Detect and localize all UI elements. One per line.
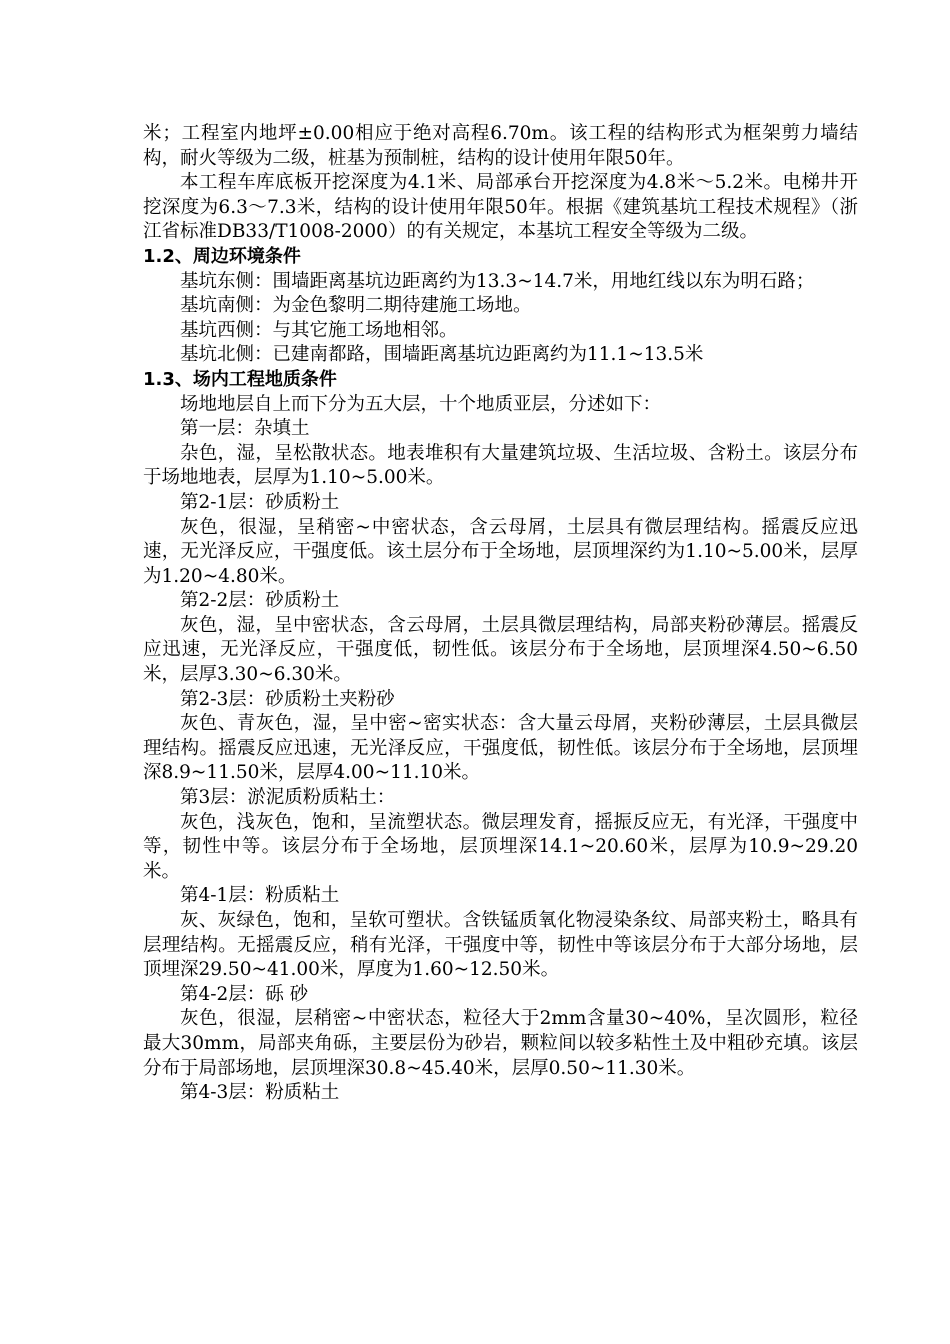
- section-heading: 1.3、场内工程地质条件: [143, 368, 337, 390]
- body-paragraph: 灰色，很湿，呈稍密~中密状态，含云母屑，土层具有微层理结构。摇震反应迅速，无光泽反应，干强度低。该土层分布于全场地，层顶埋深约为1.10~5.00米，层厚为1.20~4.80米。: [143, 516, 858, 587]
- body-paragraph: 灰色，浅灰色，饱和，呈流塑状态。微层理发育，摇振反应无，有光泽，干强度中等，韧性中等。该层分布于全场地，层顶埋深14.1~20.60米，层厚为10.9~29.20米。: [143, 811, 858, 882]
- body-paragraph: 场地地层自上而下分为五大层，十个地质亚层，分述如下：: [180, 393, 662, 415]
- body-paragraph: 第2-2层：砂质粉土: [180, 590, 340, 612]
- body-paragraph: 基坑南侧：为金色黎明二期待建施工场地。: [180, 295, 532, 317]
- body-paragraph: 第2-1层：砂质粉土: [180, 491, 340, 513]
- section-heading: 1.2、周边环境条件: [143, 245, 301, 267]
- body-paragraph: 第4-2层：砾 砂: [180, 983, 309, 1005]
- body-paragraph: 第4-3层：粉质粘土: [180, 1082, 340, 1104]
- body-paragraph: 灰色，湿，呈中密状态，含云母屑，土层具微层理结构，局部夹粉砂薄层。摇震反应迅速，无光泽反应，干强度低，韧性低。该层分布于全场地，层顶埋深4.50~6.50米，层厚3.30~6.30米。: [143, 614, 858, 686]
- body-paragraph: 第一层：杂填土: [180, 418, 310, 440]
- body-paragraph: 米；工程室内地坪±0.00相应于绝对高程6.70m。该工程的结构形式为框架剪力墙结构，耐火等级为二级，桩基为预制桩，结构的设计使用年限50年。: [143, 123, 858, 169]
- body-paragraph: 杂色，湿，呈松散状态。地表堆积有大量建筑垃圾、生活垃圾、含粉土。该层分布于场地地表，层厚为1.10~5.00米。: [143, 442, 858, 489]
- body-paragraph: 灰、灰绿色，饱和，呈软可塑状。含铁锰质氧化物浸染条纹、局部夹粉土，略具有层理结构。无摇震反应，稍有光泽，干强度中等，韧性中等该层分布于大部分场地，层顶埋深29.50~41.00米，厚度为1.60~12.50米。: [143, 910, 858, 981]
- body-paragraph: 本工程车库底板开挖深度为4.1米、局部承台开挖深度为4.8米～5.2米。电梯井开挖深度为6.3～7.3米，结构的设计使用年限50年。根据《建筑基坑工程技术规程》（浙江省标准DB33/T1008-2000）的有关规定，本基坑工程安全等级为二级。: [143, 172, 858, 243]
- body-paragraph: 第2-3层：砂质粉土夹粉砂: [180, 688, 395, 710]
- body-paragraph: 第3层：淤泥质粉质粘土：: [180, 787, 396, 809]
- body-paragraph: 第4-1层：粉质粘土: [180, 885, 340, 907]
- body-paragraph: 灰色，很湿，层稍密~中密状态，粒径大于2mm含量30~40%，呈次圆形，粒径最大30mm，局部夹角砾，主要层份为砂岩，颗粒间以较多粘性土及中粗砂充填。该层分布于局部场地，层顶埋深30.8~45.40米，层厚0.50~11.30米。: [143, 1008, 858, 1079]
- body-paragraph: 基坑西侧：与其它施工场地相邻。: [180, 319, 458, 341]
- body-paragraph: 基坑北侧：已建南都路，围墙距离基坑边距离约为11.1~13.5米: [180, 344, 704, 366]
- body-paragraph: 基坑东侧：围墙距离基坑边距离约为13.3~14.7米，用地红线以东为明石路；: [180, 270, 815, 292]
- body-paragraph: 灰色、青灰色，湿，呈中密~密实状态：含大量云母屑，夹粉砂薄层，土层具微层理结构。摇震反应迅速，无光泽反应，干强度低，韧性低。该层分布于全场地，层顶埋深8.9~11.50米，层厚4.00~11.10米。: [143, 713, 858, 784]
